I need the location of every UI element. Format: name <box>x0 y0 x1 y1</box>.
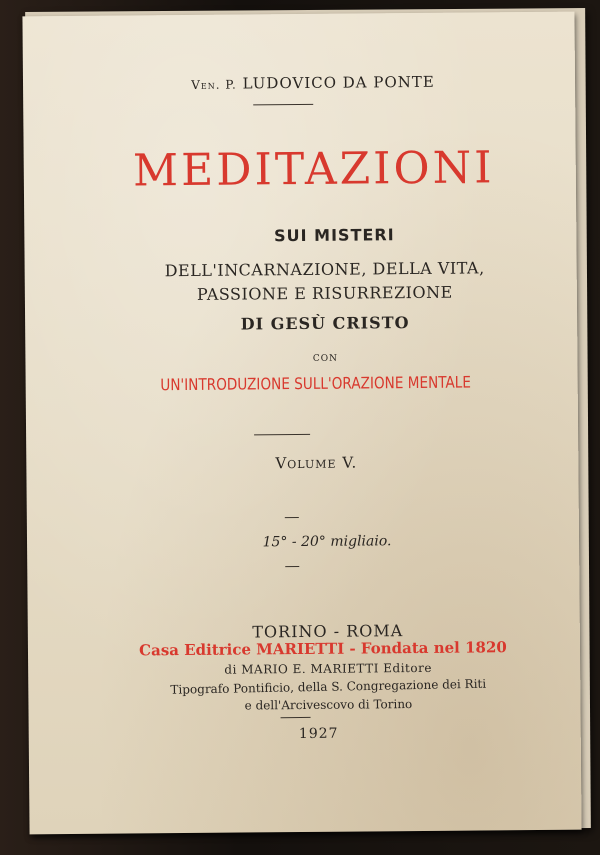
author-name: LUDOVICO DA PONTE <box>242 72 435 93</box>
introduction-line: UN'INTRODUZIONE SULL'ORAZIONE MENTALE <box>160 372 472 395</box>
editor-line: di MARIO E. MARIETTI Editore <box>224 660 432 677</box>
book-cover <box>22 12 581 835</box>
author-prefix: Ven. P. <box>191 77 237 92</box>
volume-label: Volume V. <box>275 453 358 473</box>
book-title: MEDITAZIONI <box>132 142 495 197</box>
printer-line-2: e dell'Arcivescovo di Torino <box>244 697 413 713</box>
conjunction-text: CON <box>312 353 339 364</box>
divider-rule <box>285 566 299 567</box>
divider-rule <box>281 717 311 718</box>
divider-rule <box>285 517 299 518</box>
print-run-text: 15° - 20° migliaio. <box>262 533 392 551</box>
publication-year: 1927 <box>298 725 339 743</box>
subtitle-line-1: SUI MISTERI <box>274 225 395 246</box>
subtitle-line-2: DELL'INCARNAZIONE, DELLA VITA, <box>164 258 485 281</box>
subtitle-line-3: PASSIONE E RISURREZIONE <box>196 282 453 304</box>
divider-rule <box>253 104 313 106</box>
publisher-city: TORINO - ROMA <box>252 621 404 642</box>
subtitle-line-4: DI GESÙ CRISTO <box>240 313 410 334</box>
divider-rule <box>254 434 310 435</box>
author-line <box>63 72 563 94</box>
publisher-name: Casa Editrice MARIETTI - Fondata nel 1820 <box>139 638 507 660</box>
printer-line-1: Tipografo Pontificio, della S. Congregazione dei Riti <box>170 676 487 697</box>
